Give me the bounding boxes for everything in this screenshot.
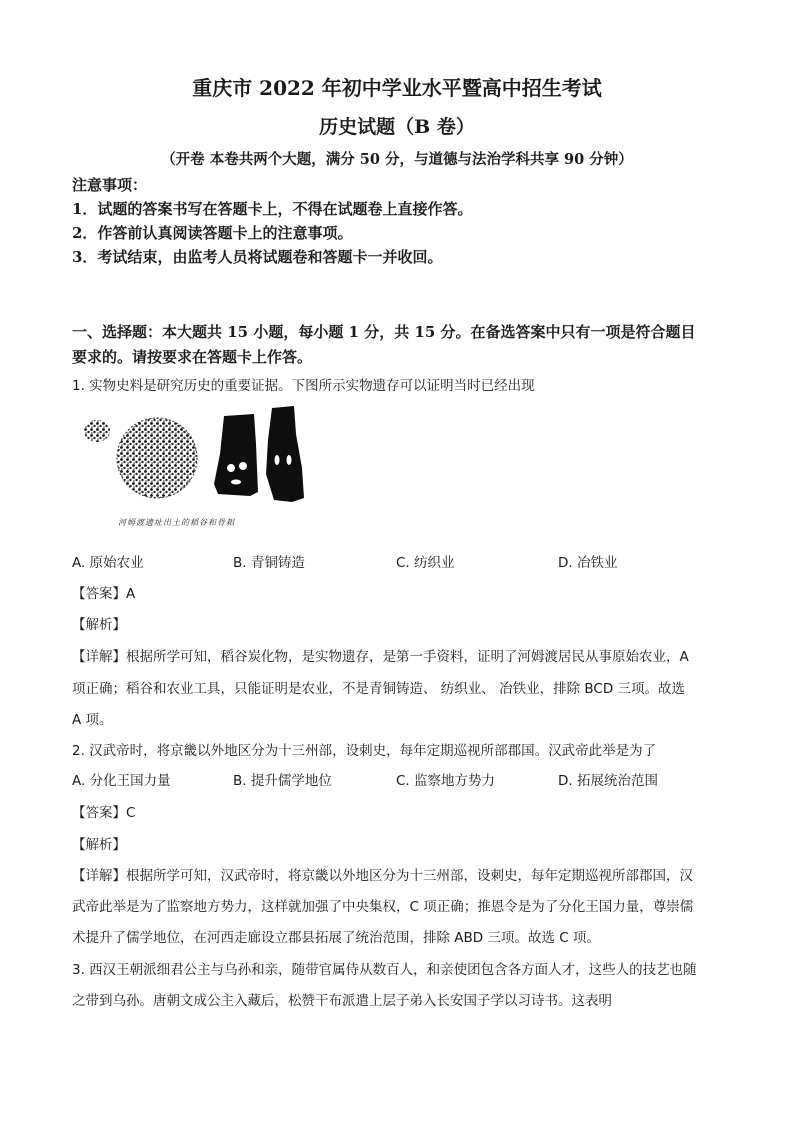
notes-item: 1．试题的答案书写在答题卡上，不得在试题卷上直接作答。: [72, 200, 473, 218]
q1-detail-line: 【详解】根据所学可知，稻谷炭化物，是实物遗存，是第一手资料，证明了河姆渡居民从事原始农业，A: [72, 649, 689, 665]
q2-detail-line: 武帝此举是为了监察地方势力，这样就加强了中央集权，C 项正确；推恩令是为了分化王国力量，尊崇儒: [72, 899, 694, 915]
q3-stem-line: 3. 西汉王朝派细君公主与乌孙和亲，随带官属侍从数百人，和亲使团包含各方面人才，这些人的技艺也随: [72, 962, 697, 978]
exam-title: 重庆市 2022 年初中学业水平暨高中招生考试: [192, 76, 602, 100]
notes-item: 2．作答前认真阅读答题卡上的注意事项。: [72, 224, 353, 242]
figure-caption: 河姆渡遗址出土的稻谷和骨耜: [118, 518, 235, 527]
q2-option-a: A. 分化王国力量: [72, 773, 171, 789]
q1-option-c: C. 纺织业: [396, 555, 455, 571]
q2-option-b: B. 提升儒学地位: [233, 773, 332, 789]
rice-and-bone-tool-image: [78, 404, 328, 532]
q3-stem-line: 之带到乌孙。唐朝文成公主入藏后，松赞干布派遣上层子弟入长安国子学以习诗书。这表明: [72, 993, 612, 1009]
q1-stem: 1. 实物史料是研究历史的重要证据。下图所示实物遗存可以证明当时已经出现: [72, 378, 535, 394]
q1-detail-line: A 项。: [72, 712, 113, 728]
q1-answer: 【答案】A: [72, 586, 136, 602]
q1-option-a: A. 原始农业: [72, 555, 144, 571]
q2-detail-line: 术提升了儒学地位，在河西走廊设立郡县拓展了统治范围，排除 ABD 三项。故选 C 项。: [72, 930, 600, 946]
q2-analysis-label: 【解析】: [72, 837, 126, 853]
exam-info: （开卷 本卷共两个大题，满分 50 分，与道德与法治学科共享 90 分钟）: [161, 151, 633, 168]
q2-option-c: C. 监察地方势力: [396, 773, 496, 789]
q2-detail-line: 【详解】根据所学可知，汉武帝时，将京畿以外地区分为十三州部，设刺史，每年定期巡视所部郡国，汉: [72, 868, 693, 884]
q1-detail-line: 项正确；稻谷和农业工具，只能证明是农业，不是青铜铸造、 纺织业、 冶铁业，排除 BCD 三项。故选: [72, 681, 686, 697]
q1-analysis-label: 【解析】: [72, 617, 126, 633]
notes-item: 3．考试结束，由监考人员将试题卷和答题卡一并收回。: [72, 248, 443, 266]
q1-option-d: D. 冶铁业: [558, 555, 618, 571]
exam-subtitle: 历史试题（B 卷）: [319, 116, 475, 138]
q1-option-b: B. 青铜铸造: [233, 555, 305, 571]
q2-stem: 2. 汉武帝时，将京畿以外地区分为十三州部，设刺史，每年定期巡视所部郡国。汉武帝此举是为了: [72, 743, 657, 759]
section-heading-cont: 要求的。请按要求在答题卡上作答。: [72, 348, 313, 366]
notes-heading: 注意事项：: [72, 176, 148, 194]
q2-answer: 【答案】C: [72, 805, 136, 821]
section-heading: 一、选择题：本大题共 15 小题，每小题 1 分，共 15 分。在备选答案中只有一项是符合题目: [72, 323, 696, 341]
q2-option-d: D. 拓展统治范围: [558, 773, 658, 789]
